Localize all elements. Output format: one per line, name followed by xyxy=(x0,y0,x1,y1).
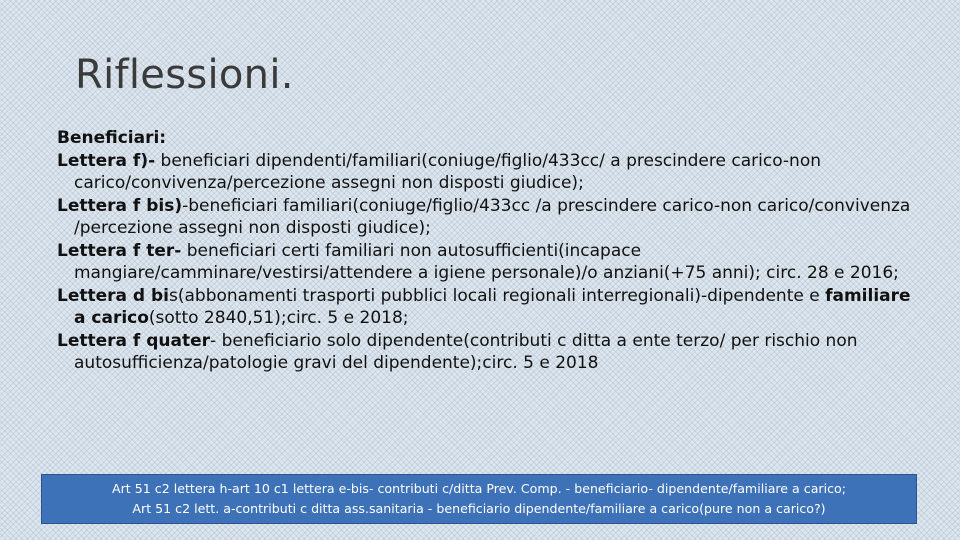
footer-line-1: Art 51 c2 lettera h-art 10 c1 lettera e-bis- contributi c/ditta Prev. Comp. - beneficiario- dipendente/familiare a carico; xyxy=(112,481,846,496)
heading-label: Beneficiari: xyxy=(57,128,167,148)
slide-title: Riflessioni. xyxy=(75,52,294,98)
item-lead: Lettera f ter- xyxy=(57,240,182,261)
item-text: beneficiari dipendenti/familiari(coniuge/figlio/433cc/ a prescindere carico-non carico/convivenza/percezione assegni non disposti giudice); xyxy=(74,150,821,193)
list-item xyxy=(57,195,917,240)
item-text: s(abbonamenti trasporti pubblici locali regionali interregionali)-dipendente e xyxy=(169,285,826,306)
footer-line-2: Art 51 c2 lett. a-contributi c ditta ass.sanitaria - beneficiario dipendente/familiare a carico(pure non a carico?) xyxy=(132,501,826,516)
item-lead: Lettera f quater xyxy=(57,330,211,351)
list-item xyxy=(57,285,917,330)
item-emphasis: familiare a carico xyxy=(74,285,911,328)
item-text: - beneficiario solo dipendente(contributi c ditta a ente terzo/ per rischio non autosufficienza/patologie gravi del dipendente);circ. 5 e 2018 xyxy=(74,330,858,373)
item-text: beneficiari certi familiari non autosufficienti(incapace mangiare/camminare/vestirsi/attendere a igiene personale)/o anziani(+75 anni); circ. 28 e 2016; xyxy=(74,240,899,283)
item-lead: Lettera f bis) xyxy=(57,195,183,216)
footer-note-box xyxy=(41,474,917,524)
item-text-tail: (sotto 2840,51);circ. 5 e 2018; xyxy=(148,308,409,328)
slide-body xyxy=(57,127,917,375)
item-text: -beneficiari familiari(coniuge/figlio/433cc /a prescindere carico-non carico/convivenza /percezione assegni non disposti giudice); xyxy=(74,195,911,238)
list-item xyxy=(57,330,917,375)
item-lead: Lettera f)- xyxy=(57,150,156,171)
list-item xyxy=(57,150,917,195)
item-lead: Lettera d bi xyxy=(57,285,170,306)
beneficiari-heading xyxy=(57,127,917,150)
list-item xyxy=(57,240,917,285)
